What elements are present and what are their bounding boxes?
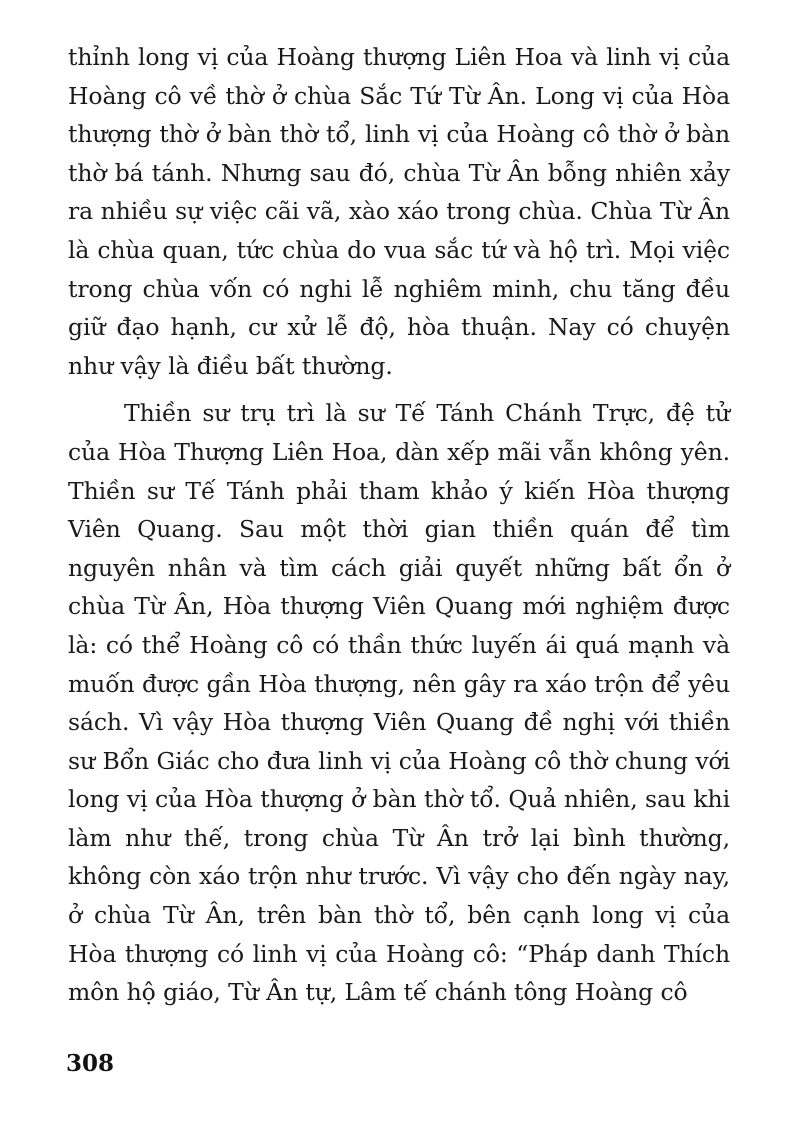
body-text [68, 38, 730, 1012]
paragraph-continued: thỉnh long vị của Hoàng thượng Liên Hoa và linh vị của Hoàng cô về thờ ở chùa Sắc Tứ Từ Ân. Long vị của Hòa thượng thờ ở bàn thờ tổ, linh vị của Hoàng cô thờ ở bàn thờ bá tánh. Nhưng sau đó, chùa Từ Ân bỗng nhiên xảy ra nhiều sự việc cãi vã, xào xáo trong chùa. Chùa Từ Ân là chùa quan, tức chùa do vua sắc tứ và hộ trì. Mọi việc trong chùa vốn có nghi lễ nghiêm minh, chu tăng đều giữ đạo hạnh, cư xử lễ độ, hòa thuận. Nay có chuyện như vậy là điều bất thường. [68, 43, 730, 380]
page-number: 308 [66, 1050, 115, 1077]
paragraph: Thiền sư trụ trì là sư Tế Tánh Chánh Trực, đệ tử của Hòa Thượng Liên Hoa, dàn xếp mãi vẫn không yên. Thiền sư Tế Tánh phải tham khảo ý kiến Hòa thượng Viên Quang. Sau một thời gian thiền quán để tìm nguyên nhân và tìm cách giải quyết những bất ổn ở chùa Từ Ân, Hòa thượng Viên Quang mới nghiệm được là: có thể Hoàng cô có thần thức luyến ái quá mạnh và muốn được gần Hòa thượng, nên gây ra xáo trộn để yêu sách. Vì vậy Hòa thượng Viên Quang đề nghị với thiền sư Bổn Giác cho đưa linh vị của Hoàng cô thờ chung với long vị của Hòa thượng ở bàn thờ tổ. Quả nhiên, sau khi làm như thế, trong chùa Từ Ân trở lại bình thường, không còn xáo trộn như trước. Vì vậy cho đến ngày nay, ở chùa Từ Ân, trên bàn thờ tổ, bên cạnh long vị của Hòa thượng có linh vị của Hoàng cô: “Pháp danh Thích môn hộ giáo, Từ Ân tự, Lâm tế chánh tông Hoàng cô [68, 399, 730, 1007]
